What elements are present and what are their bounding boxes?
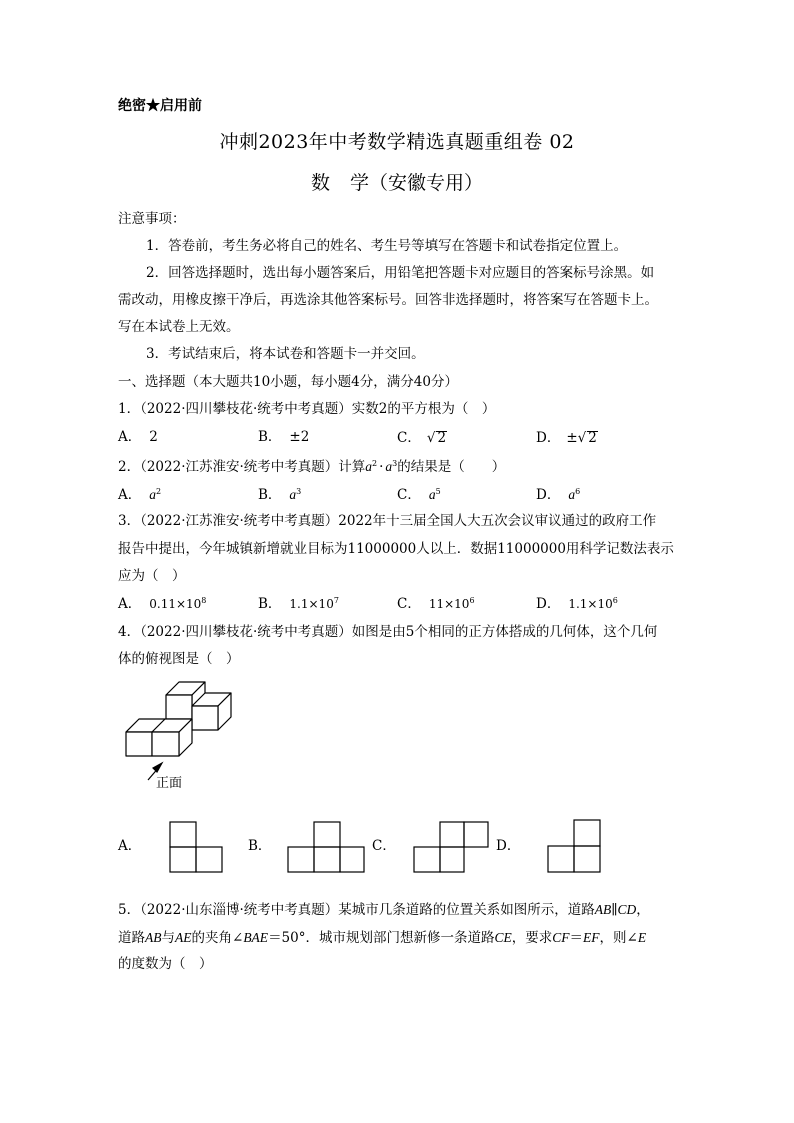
q3-option-d[interactable]: D． $1.1\times 10^6$ xyxy=(536,596,618,612)
right-cube-front-face xyxy=(192,706,218,730)
note-item-2-line-3: 写在本试卷上无效。 xyxy=(118,319,240,335)
middle-cube-front-face xyxy=(152,732,179,756)
note-item-3: 3．考试结束后，将本试卷和答题卡一并交回。 xyxy=(146,346,425,362)
page-subtitle: 数 学（安徽专用） xyxy=(310,172,484,194)
q1-option-c[interactable]: C． √ 2 xyxy=(397,430,447,446)
q1-option-b[interactable]: B． ±2 xyxy=(258,429,310,445)
q2-option-c[interactable]: C． $a^5$ xyxy=(397,487,441,503)
question-1-stem: 1．（2022·四川攀枝花·统考中考真题）实数2的平方根为（ ） xyxy=(118,401,496,417)
page-title: 冲刺2023年中考数学精选真题重组卷 02 xyxy=(219,131,575,153)
q1-option-a[interactable]: A． 2 xyxy=(118,429,158,445)
q2-option-d[interactable]: D． $a^6$ xyxy=(536,487,581,503)
note-item-1: 1．答卷前，考生务必将自己的姓名、考生号等填写在答题卡和试卷指定位置上。 xyxy=(146,238,628,254)
q4-option-c-label[interactable]: C． xyxy=(372,838,396,854)
q4-option-b-figure[interactable] xyxy=(286,820,366,874)
question-4-stem-line-2: 体的俯视图是（ ） xyxy=(118,651,240,667)
front-view-label: 正面 xyxy=(156,776,183,791)
question-5-stem-line-3: 的度数为（ ） xyxy=(118,956,213,972)
question-3-stem-line-1: 3．（2022·江苏淮安·统考中考真题）2022年十三届全国人大五次会议审议通过的政府工作 xyxy=(118,513,657,529)
q4-option-d-label[interactable]: D． xyxy=(496,838,521,854)
sqrt-expression: √ 2 xyxy=(426,430,447,446)
q4-option-a-label[interactable]: A． xyxy=(118,838,142,854)
q4-option-c-figure[interactable] xyxy=(412,820,492,874)
q3-option-a[interactable]: A． $0.11\times 10^8$ xyxy=(118,596,207,612)
note-item-2-line-2: 需改动，用橡皮擦干净后，再选涂其他答案标号。回答非选择题时，将答案写在答题卡上。 xyxy=(118,292,658,308)
question-3-stem-line-2: 报告中提出，今年城镇新增就业目标为11000000人以上．数据11000000用科学记数法表示 xyxy=(118,541,674,557)
question-5-stem-line-1: 5．（2022·山东淄博·统考中考真题）某城市几条道路的位置关系如图所示，道路AB∥CD， xyxy=(118,902,650,918)
section-heading-choice: 一、选择题（本大题共10小题，每小题4分，满分40分） xyxy=(118,374,458,390)
question-3-stem-line-3: 应为（ ） xyxy=(118,568,186,584)
top-cube-front-face xyxy=(166,695,192,719)
question-4-stem-line-1: 4．（2022·四川攀枝花·统考中考真题）如图是由5个相同的正方体搭成的几何体，这个几何 xyxy=(118,624,658,640)
sqrt-expression: √ 2 xyxy=(577,430,597,446)
confidential-mark: 绝密★启用前 xyxy=(118,98,202,114)
front-arrow-head xyxy=(153,763,162,772)
note-item-2-line-1: 2．回答选择题时，选出每小题答案后，用铅笔把答题卡对应题目的答案标号涂黑。如 xyxy=(146,265,655,281)
q3-option-b[interactable]: B． $1.1\times 10^7$ xyxy=(258,596,339,612)
q4-option-d-figure[interactable] xyxy=(546,818,604,874)
question-2-stem: 2．（2022·江苏淮安·统考中考真题）计算$a^2 \cdot a^3$的结果是（ ） xyxy=(118,459,506,475)
q3-option-c[interactable]: C． $11\times 10^6$ xyxy=(397,596,475,612)
left-cube-front-face xyxy=(126,732,152,756)
q4-option-a-figure[interactable] xyxy=(168,820,224,874)
q2-option-b[interactable]: B． $a^3$ xyxy=(258,487,302,503)
notes-heading: 注意事项： xyxy=(118,211,186,227)
q2-option-a[interactable]: A． $a^2$ xyxy=(118,487,162,503)
question-5-stem-line-2: 道路AB与AE的夹角∠BAE＝50°．城市规划部门想新修一条道路CE，要求CF＝EF，则∠E xyxy=(118,930,647,946)
q4-option-b-label[interactable]: B． xyxy=(248,838,272,854)
q1-option-d[interactable]: D． ±√ 2 xyxy=(536,430,597,446)
